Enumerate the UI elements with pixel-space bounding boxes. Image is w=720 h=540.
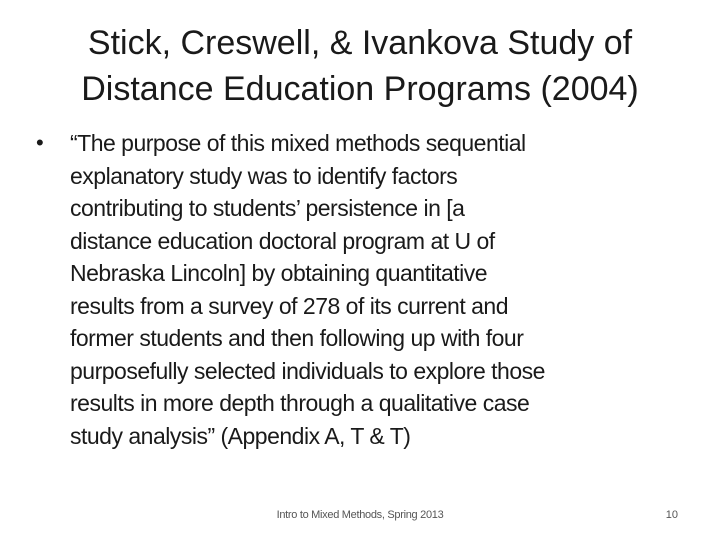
slide-title: [40, 20, 680, 112]
bullet-list: [30, 127, 690, 452]
bullet-line-4: distance education doctoral program at U of: [70, 227, 495, 254]
bullet-text: [70, 127, 690, 452]
slide-footer: Intro to Mixed Methods, Spring 2013: [276, 509, 444, 521]
bullet-line-3: contributing to students’ persistence in [a: [70, 195, 465, 221]
slide-title-line-2: Distance Education Programs (2004): [81, 70, 639, 108]
bullet-line-7: former students and then following up with four: [70, 325, 524, 351]
bullet-line-5: Nebraska Lincoln] by obtaining quantitative: [70, 260, 488, 286]
slide-number: 10: [665, 509, 678, 521]
bullet-line-9: results in more depth through a qualitative case: [70, 390, 530, 416]
bullet-line-8: purposefully selected individuals to explore those: [70, 357, 545, 384]
bullet-icon: •: [36, 130, 44, 155]
bullet-line-6: results from a survey of 278 of its current and: [70, 292, 508, 319]
bullet-line-2: explanatory study was to identify factors: [70, 162, 458, 189]
slide-title-line-1: Stick, Creswell, & Ivankova Study of: [87, 24, 633, 62]
bullet-line-1: “The purpose of this mixed methods sequential: [70, 130, 526, 156]
bullet-item: [30, 127, 690, 452]
bullet-line-10: study analysis” (Appendix A, T & T): [70, 422, 411, 449]
